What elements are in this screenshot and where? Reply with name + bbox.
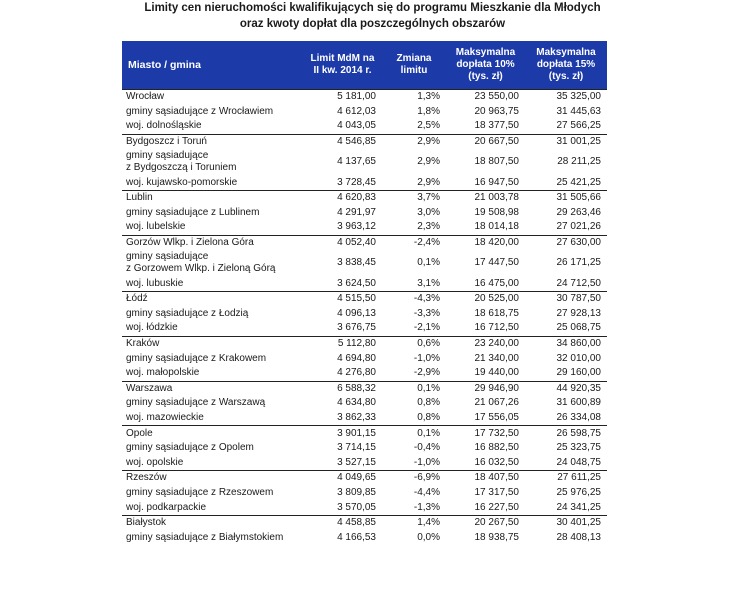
cell-max10: 23 240,00 [446,336,525,351]
table-row [122,426,607,441]
area-name-line: Wrocław [126,91,165,103]
cell-area-name [122,250,303,276]
cell-limit: 4 634,80 [337,397,376,409]
table-row [122,336,607,351]
cell-max10: 18 420,00 [446,235,525,250]
cell-change: -1,0% [413,352,440,364]
header-max10 [446,41,525,90]
cell-limit: 3 624,50 [337,277,376,289]
cell-area-name [122,119,303,134]
cell-change: 0,1% [417,257,440,269]
cell-limit: 3 838,45 [337,257,376,269]
document-title [0,0,745,32]
cell-area-name [122,396,303,411]
cell-change: -2,9% [413,367,440,379]
cell-max15: 30 401,25 [525,515,607,530]
cell-limit: 3 676,75 [337,322,376,334]
cell-limit: 6 588,32 [303,381,382,396]
cell-max15: 24 712,50 [556,277,601,289]
cell-max15: 28 408,13 [556,531,601,543]
table-row [122,90,607,105]
area-name-line: Łódź [126,293,148,305]
table-row [122,220,607,235]
table-row [122,105,607,120]
cell-area-name [122,105,303,120]
table-row [122,381,607,396]
cell-change: -2,1% [413,322,440,334]
table-row [122,351,607,366]
table-row [122,291,607,306]
cell-change: 2,9% [417,176,440,188]
header-max10-line: (tys. zł) [468,71,503,82]
cell-max10: 23 550,00 [446,90,525,105]
cell-change: 0,1% [382,381,446,396]
cell-area-name [122,291,303,306]
cell-max15: 24 048,75 [556,456,601,468]
cell-max10: 20 963,75 [474,105,519,117]
cell-limit: 3 714,15 [337,442,376,454]
cell-max10: 21 340,00 [474,352,519,364]
cell-max15: 26 598,75 [525,426,607,441]
cell-change: -4,4% [413,486,440,498]
area-name-line: woj. małopolskie [126,367,200,379]
cell-area-name [122,206,303,221]
cell-limit: 4 515,50 [303,291,382,306]
cell-max10: 17 317,50 [474,486,519,498]
cell-area-name [122,381,303,396]
area-name-line: gminy sąsiadujące [126,150,209,162]
cell-change: 1,4% [382,515,446,530]
cell-max10: 16 475,00 [474,277,519,289]
title-line-2: oraz kwoty dopłat dla poszczególnych obszarów [239,18,506,30]
cell-limit: 4 276,80 [337,367,376,379]
cell-change: 3,1% [417,277,440,289]
cell-max15: 44 920,35 [525,381,607,396]
cell-area-name [122,411,303,426]
table-header [122,41,607,90]
cell-change: 0,8% [417,397,440,409]
cell-limit: 4 043,05 [337,120,376,132]
cell-limit: 4 612,03 [337,105,376,117]
header-city: Miasto / gmina [122,41,303,90]
cell-area-name [122,455,303,470]
cell-max15: 25 323,75 [556,442,601,454]
area-name-line: Bydgoszcz i Toruń [126,136,207,148]
cell-max10: 18 014,18 [474,221,519,233]
cell-max10: 16 032,50 [474,456,519,468]
cell-max15: 29 263,46 [556,206,601,218]
table-row [122,515,607,530]
area-name-line: gminy sąsiadujące z Rzeszowem [126,486,274,498]
area-name-line: Kraków [126,338,160,350]
cell-max15: 31 445,63 [556,105,601,117]
table-row [122,441,607,456]
cell-max15: 27 566,25 [556,120,601,132]
header-change [382,41,446,90]
cell-change: 0,8% [417,411,440,423]
area-name-line: gminy sąsiadujące [126,251,209,263]
cell-change: -1,3% [413,501,440,513]
cell-area-name [122,190,303,205]
cell-max15: 27 611,25 [525,471,607,486]
cell-limit: 4 620,83 [303,190,382,205]
table-row [122,134,607,149]
table-row [122,206,607,221]
table-row [122,471,607,486]
header-change-line: limitu [400,65,428,76]
cell-limit: 5 181,00 [303,90,382,105]
area-name-line: Białystok [126,517,167,529]
area-name-line: woj. podkarpackie [126,501,207,513]
cell-max10: 20 267,50 [446,515,525,530]
table-row [122,235,607,250]
cell-max10: 16 947,50 [474,176,519,188]
cell-change: 1,3% [382,90,446,105]
cell-area-name [122,90,303,105]
cell-max15: 31 001,25 [525,134,607,149]
table-row [122,500,607,515]
table-row [122,411,607,426]
area-name-line: woj. łódzkie [126,322,178,334]
table-row [122,190,607,205]
cell-max15: 31 505,66 [525,190,607,205]
cell-change: 0,1% [382,426,446,441]
cell-area-name [122,515,303,530]
cell-max15: 26 334,08 [556,411,601,423]
cell-max15: 26 171,25 [556,257,601,269]
header-max15-line: (tys. zł) [548,71,584,82]
cell-max10: 18 407,50 [446,471,525,486]
cell-change: 3,0% [417,206,440,218]
cell-area-name [122,351,303,366]
cell-max10: 17 556,05 [474,411,519,423]
area-name-line: Opole [126,427,153,439]
cell-max15: 27 021,26 [556,221,601,233]
table-row [122,119,607,134]
cell-max15: 25 421,25 [556,176,601,188]
cell-limit: 3 901,15 [303,426,382,441]
cell-change: 2,5% [417,120,440,132]
cell-area-name [122,149,303,175]
cell-max15: 35 325,00 [525,90,607,105]
table-row [122,276,607,291]
area-name-line: woj. mazowieckie [126,411,204,423]
cell-area-name [122,220,303,235]
area-name-line: woj. opolskie [126,456,184,468]
cell-limit: 4 137,65 [337,156,376,168]
area-name-line: woj. lubuskie [126,277,184,289]
table-row [122,396,607,411]
cell-limit: 4 049,65 [303,471,382,486]
table-row [122,486,607,501]
cell-max15: 25 068,75 [556,322,601,334]
header-limit-line: Limit MdM na [310,53,375,64]
area-name-line: woj. kujawsko-pomorskie [126,176,238,188]
cell-limit: 4 096,13 [337,307,376,319]
cell-area-name [122,134,303,149]
area-name-line: gminy sąsiadujące z Białymstokiem [126,531,284,543]
table-row [122,321,607,336]
cell-limit: 3 728,45 [337,176,376,188]
cell-max10: 18 377,50 [474,120,519,132]
table-row [122,455,607,470]
cell-max10: 20 667,50 [446,134,525,149]
cell-max15: 27 630,00 [525,235,607,250]
cell-max15: 29 160,00 [556,367,601,379]
cell-change: 1,8% [417,105,440,117]
table-row [122,250,607,276]
table-body [122,90,607,546]
cell-change: -4,3% [382,291,446,306]
cell-change: 2,9% [417,156,440,168]
cell-area-name [122,175,303,190]
cell-area-name [122,235,303,250]
cell-area-name [122,486,303,501]
area-name-line: Warszawa [126,382,173,394]
header-limit-line: II kw. 2014 r. [313,65,372,76]
area-name-line: gminy sąsiadujące z Lublinem [126,206,260,218]
limits-table [122,41,607,545]
cell-max10: 18 618,75 [474,307,519,319]
cell-area-name [122,441,303,456]
table-row [122,530,607,545]
cell-change: 0,6% [382,336,446,351]
area-name-line: woj. lubelskie [126,221,186,233]
cell-change: -0,4% [413,442,440,454]
cell-change: 3,7% [382,190,446,205]
title-line-1: Limity cen nieruchomości kwalifikujących się do programu Mieszkanie dla Młodych [144,2,601,14]
area-name-line: z Gorzowem Wlkp. i Zieloną Górą [126,263,276,275]
cell-max10: 16 227,50 [474,501,519,513]
cell-limit: 3 809,85 [337,486,376,498]
cell-limit: 3 527,15 [337,456,376,468]
area-name-line: woj. dolnośląskie [126,120,202,132]
header-max15-line: Maksymalna [536,47,596,58]
cell-area-name [122,366,303,381]
cell-max10: 16 882,50 [474,442,519,454]
table-row [122,149,607,175]
cell-change: -3,3% [413,307,440,319]
header-max10-line: Maksymalna [455,47,516,58]
header-max15-line: dopłata 15% [536,59,596,70]
area-name-line: gminy sąsiadujące z Warszawą [126,397,266,409]
cell-max15: 34 860,00 [525,336,607,351]
cell-limit: 4 694,80 [337,352,376,364]
cell-max10: 19 440,00 [474,367,519,379]
cell-area-name [122,321,303,336]
cell-max15: 32 010,00 [556,352,601,364]
cell-limit: 3 963,12 [337,221,376,233]
cell-area-name [122,307,303,322]
cell-max15: 28 211,25 [557,156,601,168]
table-row [122,307,607,322]
cell-max10: 19 508,98 [474,206,519,218]
area-name-line: z Bydgoszczą i Toruniem [126,162,237,174]
header-max15 [525,41,607,90]
area-name-line: gminy sąsiadujące z Łodzią [126,307,249,319]
table-row [122,175,607,190]
cell-max10: 17 447,50 [474,257,519,269]
cell-max10: 17 732,50 [446,426,525,441]
cell-limit: 3 862,33 [337,411,376,423]
cell-max10: 21 003,78 [446,190,525,205]
cell-max10: 21 067,26 [474,397,519,409]
area-name-line: Rzeszów [126,472,167,484]
table-row [122,366,607,381]
cell-limit: 4 458,85 [303,515,382,530]
header-limit [303,41,382,90]
cell-area-name [122,276,303,291]
cell-max15: 30 787,50 [525,291,607,306]
cell-change: -6,9% [382,471,446,486]
header-row [122,41,607,90]
cell-max10: 29 946,90 [446,381,525,396]
cell-area-name [122,471,303,486]
cell-max10: 18 807,50 [474,156,519,168]
cell-area-name [122,500,303,515]
cell-area-name [122,426,303,441]
area-name-line: gminy sąsiadujące z Opolem [126,442,254,454]
area-name-line: gminy sąsiadujące z Krakowem [126,352,267,364]
cell-max10: 18 938,75 [474,531,519,543]
cell-limit: 4 166,53 [337,531,376,543]
cell-max10: 20 525,00 [446,291,525,306]
cell-change: 2,9% [382,134,446,149]
header-change-line: Zmiana [396,53,432,64]
cell-limit: 4 291,97 [337,206,376,218]
cell-change: -2,4% [382,235,446,250]
cell-change: 2,3% [417,221,440,233]
cell-change: 0,0% [417,531,440,543]
cell-limit: 4 546,85 [303,134,382,149]
cell-change: -1,0% [413,456,440,468]
area-name-line: Gorzów Wlkp. i Zielona Góra [126,237,254,249]
header-max10-line: dopłata 10% [456,59,515,70]
cell-max15: 27 928,13 [556,307,601,319]
cell-area-name [122,530,303,545]
cell-area-name [122,336,303,351]
cell-limit: 5 112,80 [303,336,382,351]
cell-max15: 25 976,25 [556,486,601,498]
area-name-line: Lublin [126,192,153,204]
cell-max10: 16 712,50 [474,322,519,334]
cell-max15: 31 600,89 [556,397,601,409]
cell-max15: 24 341,25 [556,501,601,513]
cell-limit: 4 052,40 [303,235,382,250]
area-name-line: gminy sąsiadujące z Wrocławiem [126,105,274,117]
cell-limit: 3 570,05 [337,501,376,513]
